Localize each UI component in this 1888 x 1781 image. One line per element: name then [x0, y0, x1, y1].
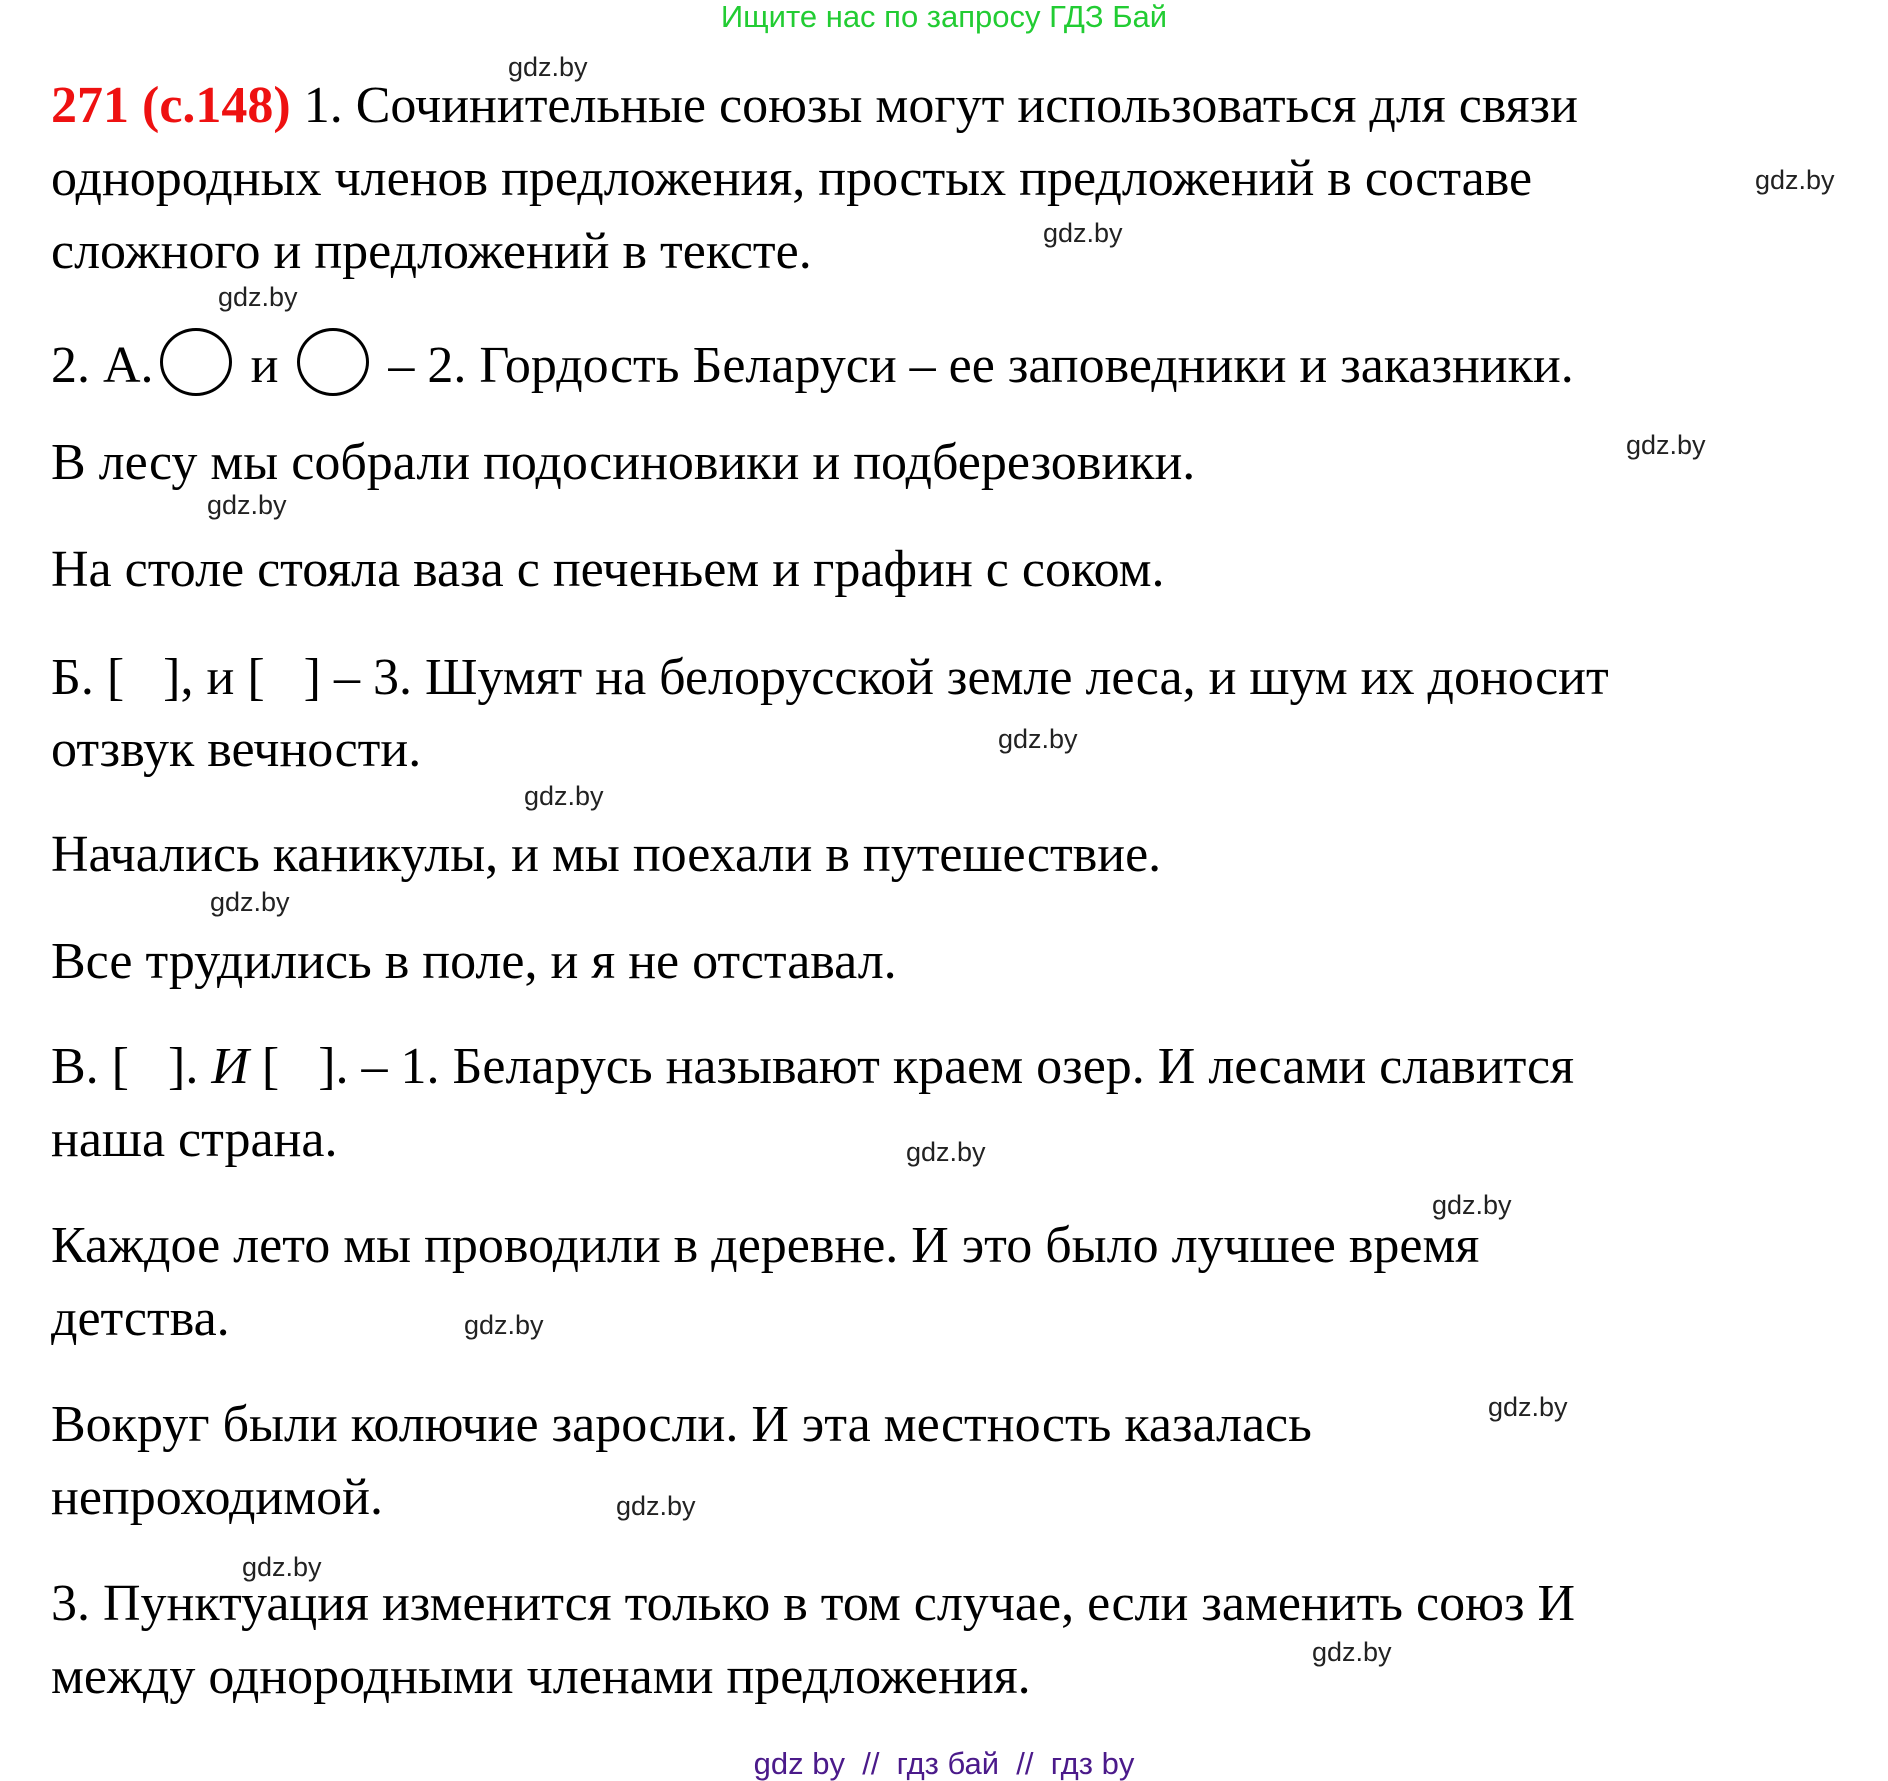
watermark: gdz.by: [524, 781, 604, 811]
example-b2: Все трудились в поле, и я не отставал.: [51, 933, 897, 990]
answer-3a: 3. Пунктуация изменится только в том случае, если заменить союз И: [51, 1575, 1576, 1632]
example-a2: На столе стояла ваза с печеньем и графин с соком.: [51, 541, 1165, 598]
watermark: gdz.by: [1312, 1637, 1392, 1667]
example-b1: Начались каникулы, и мы поехали в путешествие.: [51, 826, 1162, 883]
watermark: gdz.by: [464, 1310, 544, 1340]
example-v2b: непроходимой.: [51, 1469, 383, 1526]
conjunction: и: [250, 337, 279, 394]
text: [ ]. – 1. Беларусь называют краем озер. И лесами славится: [248, 1038, 1575, 1095]
exercise-number: 271 (с.148): [51, 77, 291, 134]
scheme-label: Б. [ ], и [ ]: [51, 649, 321, 706]
search-hint-banner: Ищите нас по запросу ГДЗ Бай: [720, 0, 1168, 34]
scheme-v-cont: наша страна.: [51, 1111, 338, 1168]
task-line-3: сложного и предложений в тексте.: [51, 223, 812, 280]
watermark: gdz.by: [1755, 165, 1835, 195]
scheme-b-cont: отзвук вечности.: [51, 721, 422, 778]
watermark: gdz.by: [508, 52, 588, 82]
scheme-b: [51, 648, 1609, 708]
watermark: gdz.by: [210, 887, 290, 917]
text: – 3. Шумят на белорусской земле леса, и шум их доносит: [320, 649, 1609, 706]
watermark: gdz.by: [1488, 1392, 1568, 1422]
example-a1: В лесу мы собрали подосиновики и подберезовики.: [51, 434, 1196, 491]
circle-icon: [160, 328, 232, 396]
text: – 2. Гордость Беларуси – ее заповедники и заказники.: [388, 337, 1574, 394]
watermark: gdz.by: [1043, 218, 1123, 248]
watermark: gdz.by: [207, 490, 287, 520]
scheme-label: В. [ ].: [51, 1038, 212, 1095]
italic-conjunction: И: [211, 1038, 249, 1095]
scheme-a: [51, 328, 1574, 396]
example-v2a: Вокруг были колючие заросли. И эта местность казалась: [51, 1396, 1312, 1453]
example-v1a: Каждое лето мы проводили в деревне. И это было лучшее время: [51, 1217, 1480, 1274]
watermark: gdz.by: [906, 1137, 986, 1167]
watermark: gdz.by: [1626, 430, 1706, 460]
watermark: gdz.by: [218, 282, 298, 312]
scheme-label: 2. А.: [51, 337, 154, 394]
watermark: gdz.by: [998, 724, 1078, 754]
task-line-1: [51, 76, 1578, 136]
task-line-2: однородных членов предложения, простых предложений в составе: [51, 150, 1533, 207]
watermark: gdz.by: [616, 1491, 696, 1521]
watermark: gdz.by: [1432, 1190, 1512, 1220]
example-v1b: детства.: [51, 1290, 230, 1347]
scheme-v: [51, 1037, 1574, 1097]
footer-links: gdz by // гдз бай // гдз by: [753, 1746, 1135, 1781]
watermark: gdz.by: [242, 1552, 322, 1582]
circle-icon: [297, 328, 369, 396]
text: 1. Сочинительные союзы могут использоваться для связи: [303, 77, 1578, 134]
answer-3b: между однородными членами предложения.: [51, 1648, 1031, 1705]
